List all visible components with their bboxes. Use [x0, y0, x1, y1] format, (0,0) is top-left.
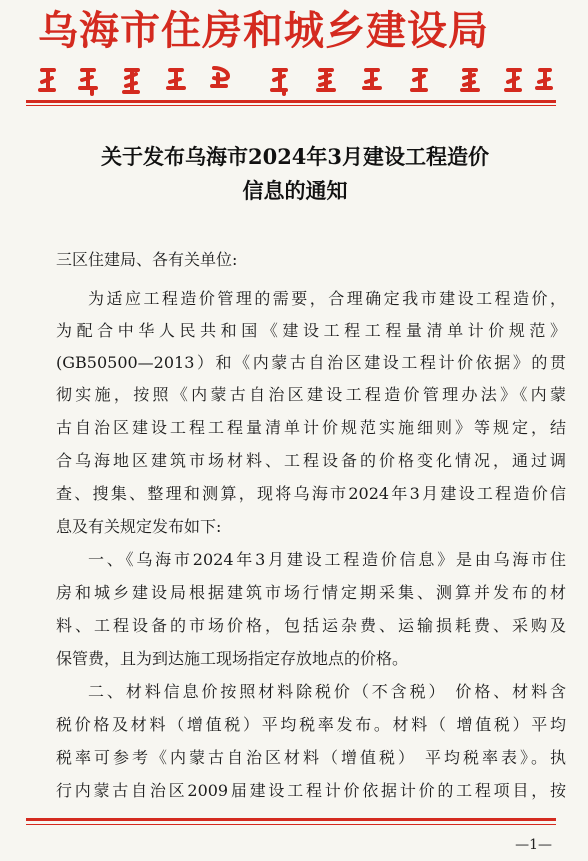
salutation: 三区住建局、各有关单位: [56, 250, 238, 269]
body-line: 合乌海地区建筑市场材料、工程设备的价格变化情况，通过调 [56, 451, 566, 470]
body-line: 为配合中华人民共和国《建设工程工程量清单计价规范》 [56, 321, 566, 340]
letterhead-rule-thick [26, 100, 556, 103]
body-line: 查、搜集、整理和测算，现将乌海市2024年3月建设工程造价信 [56, 484, 566, 503]
body-line: 行内蒙古自治区2009届建设工程计价依据计价的工程项目，按 [56, 781, 566, 800]
footer-rule-thick [26, 818, 556, 821]
page-number: —1— [515, 837, 552, 853]
letterhead-title: 乌海市住房和城乡建设局 [38, 8, 489, 54]
body-line: 二、材料信息价按照材料除税价（不含税） 价格、材料含 [88, 682, 566, 701]
document-title-line-1: 关于发布乌海市2024年3月建设工程造价 [100, 144, 490, 169]
body-line: 税率可参考《内蒙古自治区材料（增值税） 平均税率表》。执 [56, 748, 566, 767]
body-line: (GB50500—2013）和《内蒙古自治区建设工程计价依据》的贯 [56, 353, 566, 372]
body-line: 彻实施，按照《内蒙古自治区建设工程造价管理办法》《内蒙 [56, 385, 566, 404]
document-title [40, 140, 550, 208]
mongolian-script-emblem [34, 60, 554, 98]
footer-rule-thin [26, 824, 556, 825]
body-line: 古自治区建设工程工程量清单计价规范实施细则》等规定，结 [56, 418, 566, 437]
body-line: 一、《乌海市2024年3月建设工程造价信息》是由乌海市住 [88, 550, 566, 569]
body-line: 保管费，且为到达施工现场指定存放地点的价格。 [56, 649, 409, 668]
document-title-line-2: 信息的通知 [242, 178, 348, 203]
body-line: 料、工程设备的市场价格，包括运杂费、运输损耗费、采购及 [56, 616, 566, 635]
body-line: 税价格及材料（增值税）平均税率发布。材料（ 增值税）平均 [56, 715, 566, 734]
letterhead-rule-thin [26, 105, 556, 106]
body-line: 为适应工程造价管理的需要，合理确定我市建设工程造价， [88, 289, 566, 308]
body-line: 房和城乡建设局根据建筑市场行情定期采集、测算并发布的材 [56, 583, 566, 602]
body-line: 息及有关规定发布如下: [56, 517, 222, 536]
